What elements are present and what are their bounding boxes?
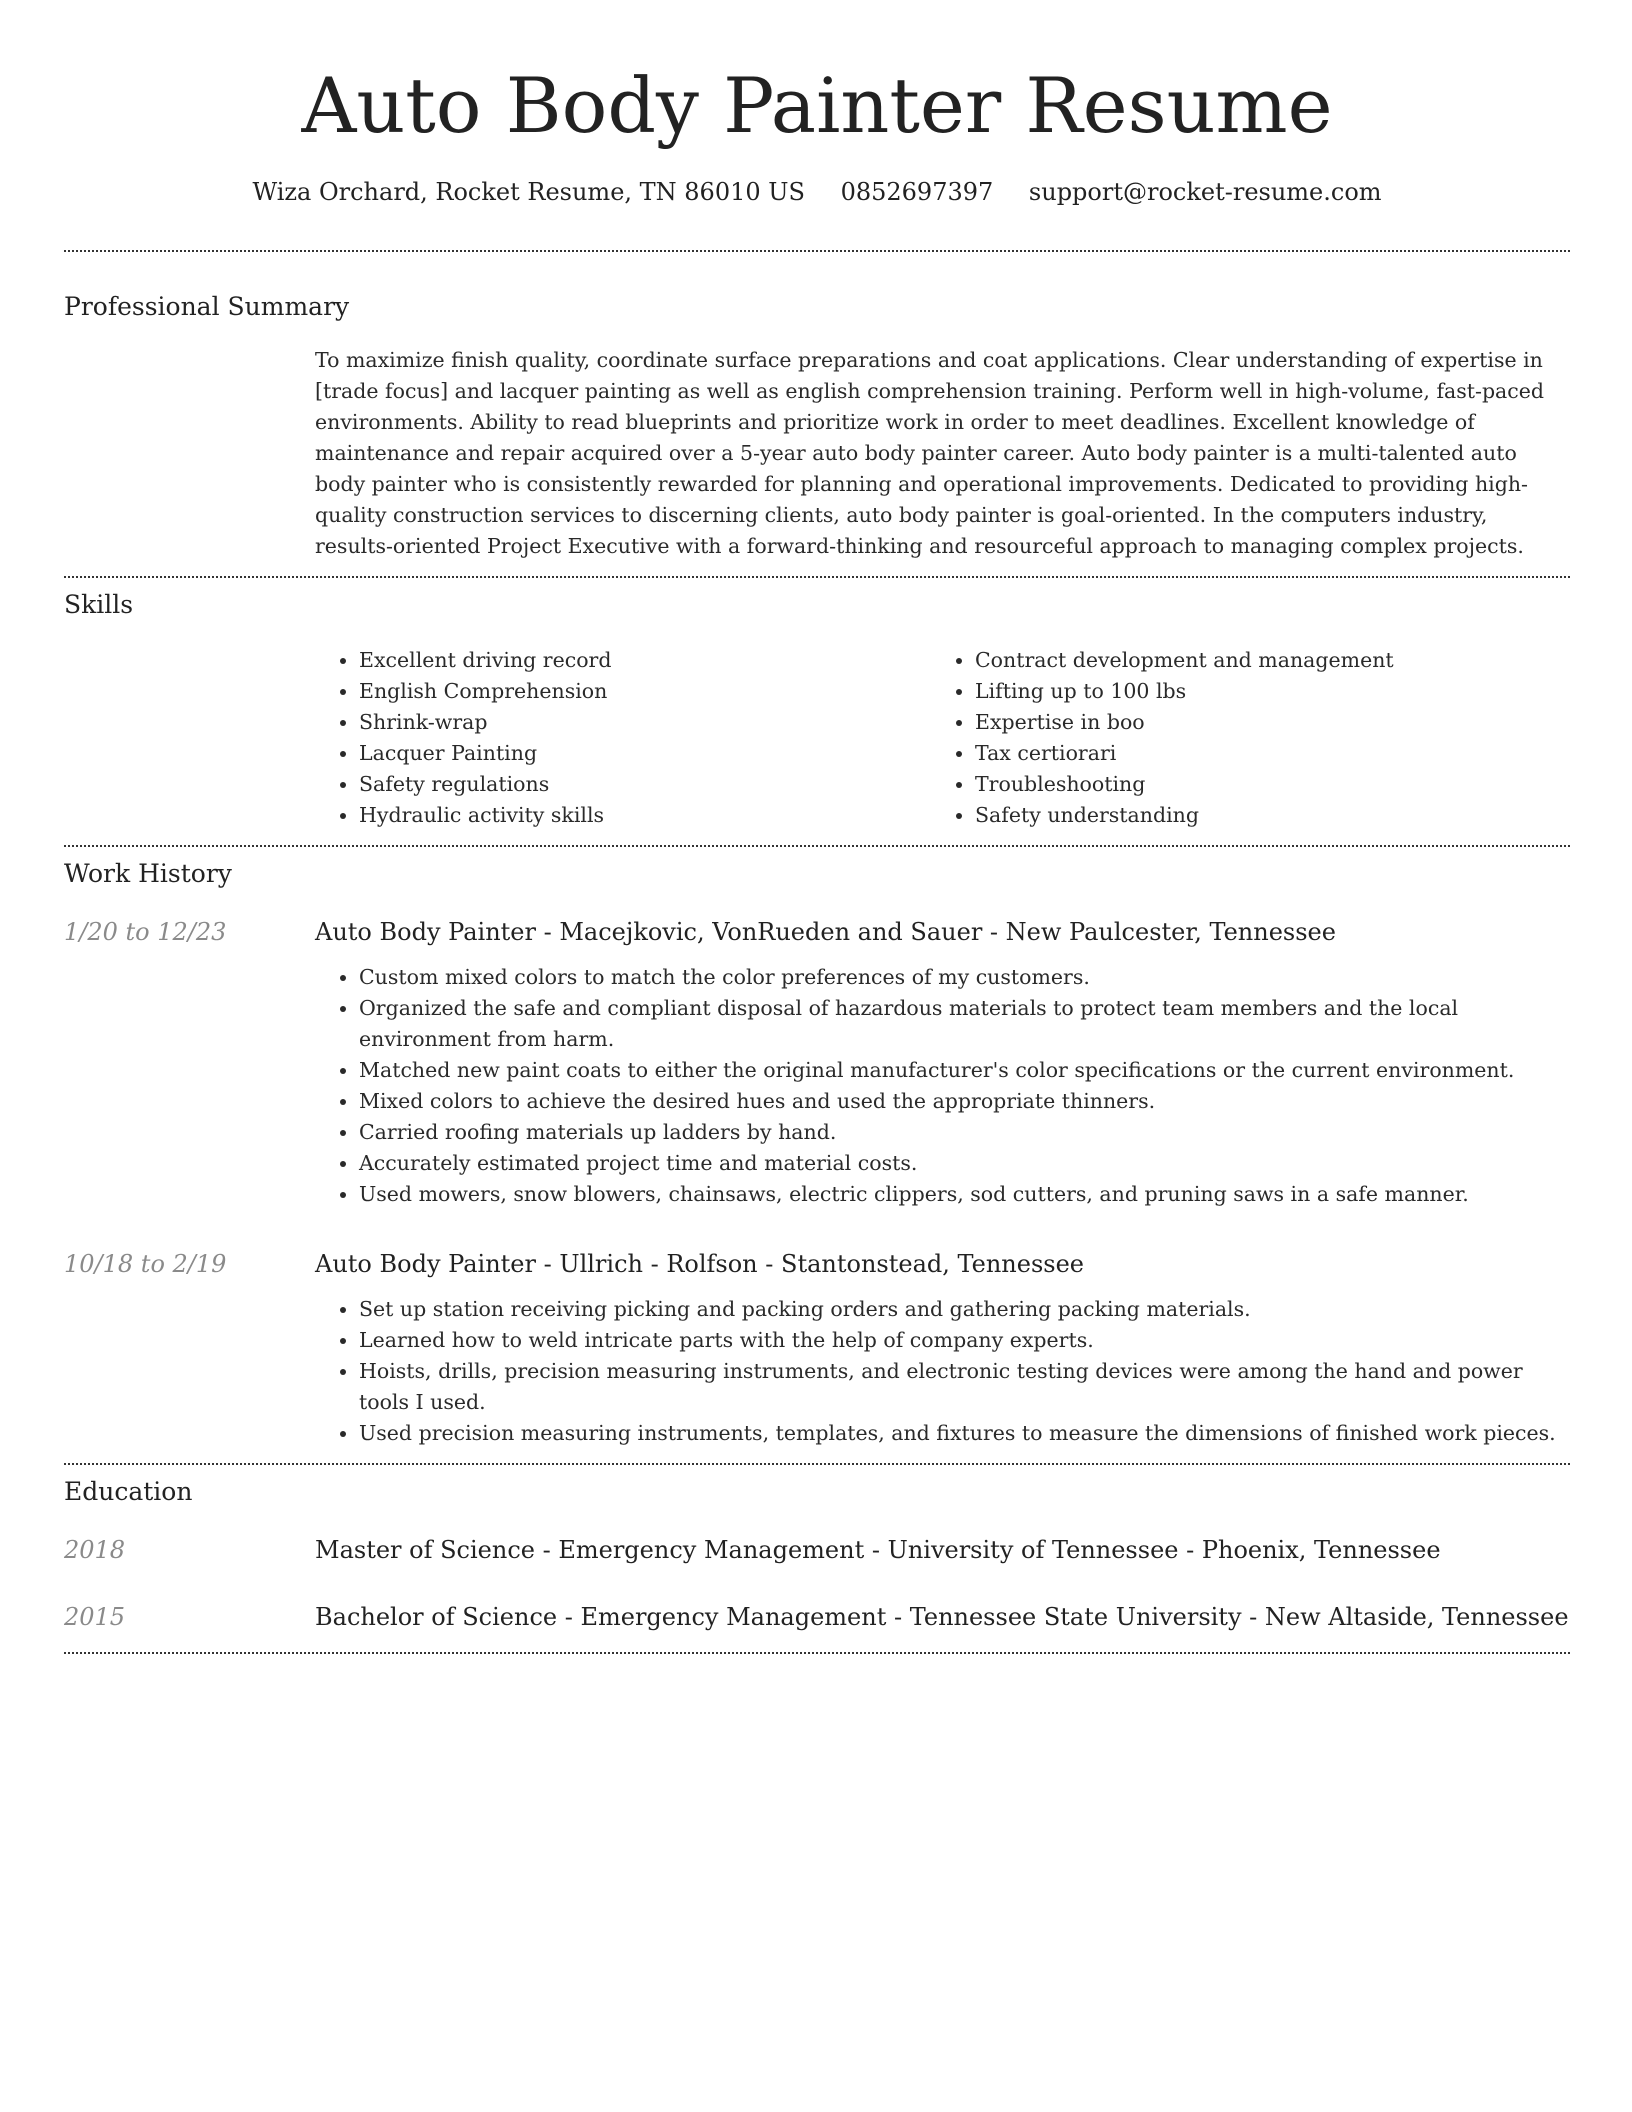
skill-item: • Excellent driving record	[359, 645, 931, 676]
job-bullet: • Accurately estimated project time and material costs.	[359, 1148, 1570, 1179]
job-entry	[64, 1246, 1570, 1282]
summary-text: To maximize finish quality, coordinate surface preparations and coat applications. Clear understanding of expertise in [trade focus] and lacquer painting as well as english comprehension training. Perform well in high-volume, fast-paced environments. Ability to read blueprints and prioritize work in order to meet deadlines. Excellent knowledge of maintenance and repair acquired over a 5-year auto body painter career. Auto body painter is a multi-talented auto body painter who is consistently rewarded for planning and operational improvements. Dedicated to providing high-quality construction services to discerning clients, auto body painter is goal-oriented. In the computers industry, results-oriented Project Executive with a forward-thinking and resourceful approach to managing complex projects.	[315, 348, 1545, 558]
section-title-summary: Professional Summary	[64, 292, 350, 321]
education-year: 2015	[64, 1603, 126, 1631]
job-entry	[64, 914, 1570, 950]
job-bullets	[315, 962, 1570, 1210]
job-bullet: • Mixed colors to achieve the desired hues and used the appropriate thinners.	[359, 1086, 1570, 1117]
education-year: 2018	[64, 1536, 126, 1564]
contact-address: Wiza Orchard, Rocket Resume, TN 86010 US	[252, 178, 805, 206]
job-bullet: • Set up station receiving picking and packing orders and gathering packing materials.	[359, 1294, 1570, 1325]
skills-column-left	[315, 645, 931, 831]
job-bullets	[315, 1294, 1570, 1449]
section-title-skills: Skills	[64, 590, 134, 619]
job-bullet: • Carried roofing materials up ladders by hand.	[359, 1117, 1570, 1148]
section-title-work: Work History	[64, 859, 232, 888]
skill-item: • Hydraulic activity skills	[359, 800, 931, 831]
divider	[64, 1652, 1570, 1654]
contact-email[interactable]: support@rocket-resume.com	[1028, 178, 1382, 206]
resume-title: Auto Body Painter Resume	[301, 61, 1333, 150]
skill-item: • Expertise in boo	[975, 707, 1535, 738]
job-heading: Auto Body Painter - Ullrich - Rolfson - Stantonstead, Tennessee	[315, 1250, 1085, 1278]
skill-item: • Safety understanding	[975, 800, 1535, 831]
section-title-education: Education	[64, 1477, 193, 1506]
resume-page	[64, 0, 1570, 1654]
skill-item: • Lifting up to 100 lbs	[975, 676, 1535, 707]
education-entry	[64, 1532, 1570, 1568]
skill-item: • Tax certiorari	[975, 738, 1535, 769]
skill-item: • Safety regulations	[359, 769, 931, 800]
skill-item: • Lacquer Painting	[359, 738, 931, 769]
job-bullet: • Learned how to weld intricate parts with the help of company experts.	[359, 1325, 1570, 1356]
job-bullet: • Used mowers, snow blowers, chainsaws, electric clippers, sod cutters, and pruning saws in a safe manner.	[359, 1179, 1570, 1210]
job-bullet: • Hoists, drills, precision measuring instruments, and electronic testing devices were among the hand and power tools I used.	[359, 1356, 1570, 1418]
job-dates: 1/20 to 12/23	[64, 918, 227, 946]
education-heading: Bachelor of Science - Emergency Management - Tennessee State University - New Altaside, Tennessee	[315, 1603, 1569, 1631]
skill-item: • Contract development and management	[975, 645, 1535, 676]
contact-phone: 0852697397	[840, 178, 994, 206]
job-bullet: • Used precision measuring instruments, templates, and fixtures to measure the dimensions of finished work pieces.	[359, 1418, 1570, 1449]
skill-item: • Troubleshooting	[975, 769, 1535, 800]
job-heading: Auto Body Painter - Macejkovic, VonRueden and Sauer - New Paulcester, Tennessee	[315, 918, 1336, 946]
job-bullet: • Organized the safe and compliant disposal of hazardous materials to protect team members and the local environment from harm.	[359, 993, 1570, 1055]
job-bullet: • Matched new paint coats to either the original manufacturer's color specifications or the current environment.	[359, 1055, 1570, 1086]
skills-list	[315, 645, 1570, 831]
education-heading: Master of Science - Emergency Management - University of Tennessee - Phoenix, Tennessee	[315, 1536, 1441, 1564]
skill-item: • English Comprehension	[359, 676, 931, 707]
skills-column-right	[931, 645, 1535, 831]
job-bullet: • Custom mixed colors to match the color preferences of my customers.	[359, 962, 1570, 993]
skill-item: • Shrink-wrap	[359, 707, 931, 738]
contact-line	[64, 172, 1570, 212]
job-dates: 10/18 to 2/19	[64, 1250, 227, 1278]
education-entry	[64, 1599, 1570, 1635]
